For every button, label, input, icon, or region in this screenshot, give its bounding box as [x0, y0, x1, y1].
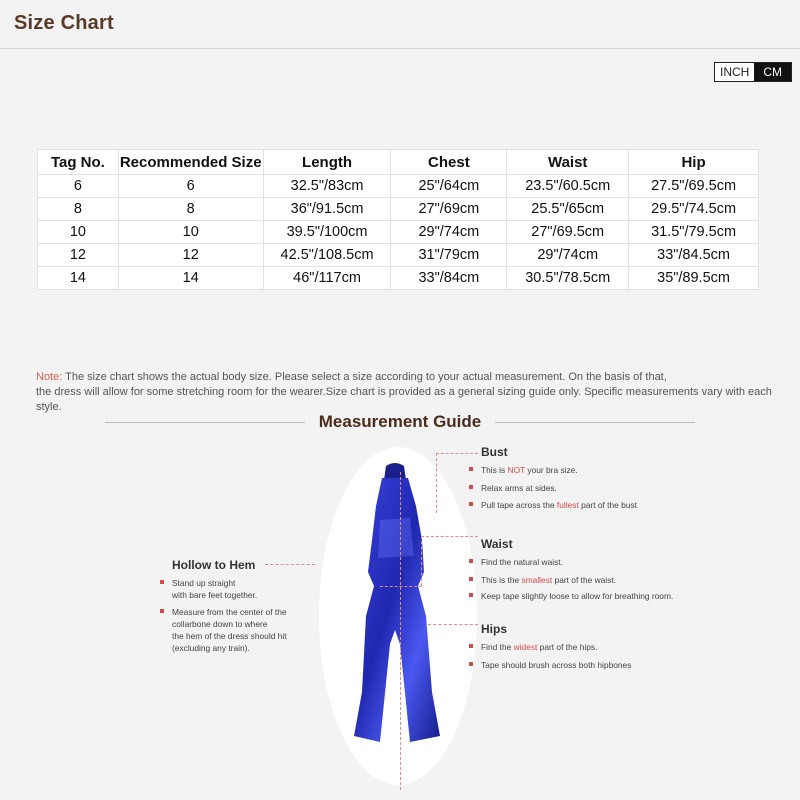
table-row: [38, 175, 759, 198]
cell-chest: 25"/64cm: [391, 175, 507, 198]
hips-guide-line: [428, 624, 478, 625]
bust-bullet-3: Pull tape across the fullest part of the bust: [469, 499, 637, 511]
hips-bullet-2: Tape should brush across both hipbones: [469, 659, 631, 671]
waist-title: Waist: [481, 537, 513, 551]
cell-hip: 33"/84.5cm: [629, 244, 759, 267]
col-tag-no: Tag No.: [38, 150, 119, 175]
note-line-2: the dress will allow for some stretching room for the wearer.Size chart is provided as a general sizing guide only. Specific measurements vary with each style.: [36, 386, 772, 413]
col-waist: Waist: [507, 150, 629, 175]
cell-chest: 27"/69cm: [391, 198, 507, 221]
size-table: [37, 149, 759, 290]
table-header-row: [38, 150, 759, 175]
hollow-bullet-2: Measure from the center of the collarbone down to where the hem of the dress should hit (excluding any train).: [160, 606, 287, 654]
cell-length: 32.5"/83cm: [263, 175, 391, 198]
waist-guide-line: [421, 536, 478, 537]
cell-chest: 33"/84cm: [391, 267, 507, 290]
waist-measure-line: [380, 586, 422, 587]
cell-hip: 27.5"/69.5cm: [629, 175, 759, 198]
cell-recommended: 14: [118, 267, 263, 290]
cell-tag: 12: [38, 244, 119, 267]
waist-guide-drop: [421, 536, 422, 586]
waist-bullet-3: Keep tape slightly loose to allow for breathing room.: [469, 590, 673, 602]
unit-cm-button[interactable]: CM: [754, 63, 791, 81]
hollow-to-hem-title: Hollow to Hem: [172, 558, 256, 572]
jumpsuit-body: [354, 478, 440, 742]
cell-length: 39.5"/100cm: [263, 221, 391, 244]
cell-tag: 6: [38, 175, 119, 198]
cell-waist: 23.5"/60.5cm: [507, 175, 629, 198]
waist-bullet-2: This is the smallest part of the waist.: [469, 574, 616, 586]
cell-length: 42.5"/108.5cm: [263, 244, 391, 267]
col-hip: Hip: [629, 150, 759, 175]
cell-tag: 8: [38, 198, 119, 221]
bust-guide-line: [436, 453, 478, 454]
halter-neck: [384, 463, 406, 480]
table-row: [38, 244, 759, 267]
note-line-1: The size chart shows the actual body size. Please select a size according to your actual measurement. On the basis of that,: [62, 371, 667, 383]
cell-tag: 10: [38, 221, 119, 244]
bust-bullet-2: Relax arms at sides.: [469, 482, 557, 494]
col-chest: Chest: [391, 150, 507, 175]
bust-guide-drop: [436, 453, 437, 513]
cell-chest: 29"/74cm: [391, 221, 507, 244]
col-recommended-size: Recommended Size: [118, 150, 263, 175]
col-length: Length: [263, 150, 391, 175]
header: [0, 0, 800, 49]
bust-title: Bust: [481, 445, 508, 459]
cell-waist: 25.5"/65cm: [507, 198, 629, 221]
cell-length: 46"/117cm: [263, 267, 391, 290]
table-row: [38, 267, 759, 290]
cell-chest: 31"/79cm: [391, 244, 507, 267]
page-title: Size Chart: [14, 12, 114, 34]
cell-tag: 14: [38, 267, 119, 290]
unit-toggle[interactable]: [714, 62, 792, 82]
size-note: [36, 370, 776, 415]
cell-waist: 30.5"/78.5cm: [507, 267, 629, 290]
cell-recommended: 8: [118, 198, 263, 221]
hips-bullet-1: Find the widest part of the hips.: [469, 641, 597, 653]
hollow-guide-line: [265, 564, 315, 565]
guide-rule-right: [495, 422, 695, 423]
bust-bullet-1: This is NOT your bra size.: [469, 464, 578, 476]
cell-length: 36"/91.5cm: [263, 198, 391, 221]
guide-title: Measurement Guide: [318, 412, 482, 431]
cell-waist: 27"/69.5cm: [507, 221, 629, 244]
cell-hip: 31.5"/79.5cm: [629, 221, 759, 244]
note-label: Note:: [36, 371, 63, 383]
cell-hip: 29.5"/74.5cm: [629, 198, 759, 221]
hollow-bullet-1: Stand up straight with bare feet together.: [160, 577, 257, 601]
cell-waist: 29"/74cm: [507, 244, 629, 267]
cell-recommended: 6: [118, 175, 263, 198]
cell-hip: 35"/89.5cm: [629, 267, 759, 290]
unit-inch-button[interactable]: INCH: [715, 63, 754, 81]
cell-recommended: 10: [118, 221, 263, 244]
waist-bullet-1: Find the natural waist.: [469, 556, 563, 568]
sequin-shimmer: [378, 518, 414, 558]
table-row: [38, 198, 759, 221]
cell-recommended: 12: [118, 244, 263, 267]
hollow-to-hem-line: [400, 472, 401, 790]
table-row: [38, 221, 759, 244]
sequin-jumpsuit-image: [340, 460, 450, 760]
hips-title: Hips: [481, 622, 508, 636]
